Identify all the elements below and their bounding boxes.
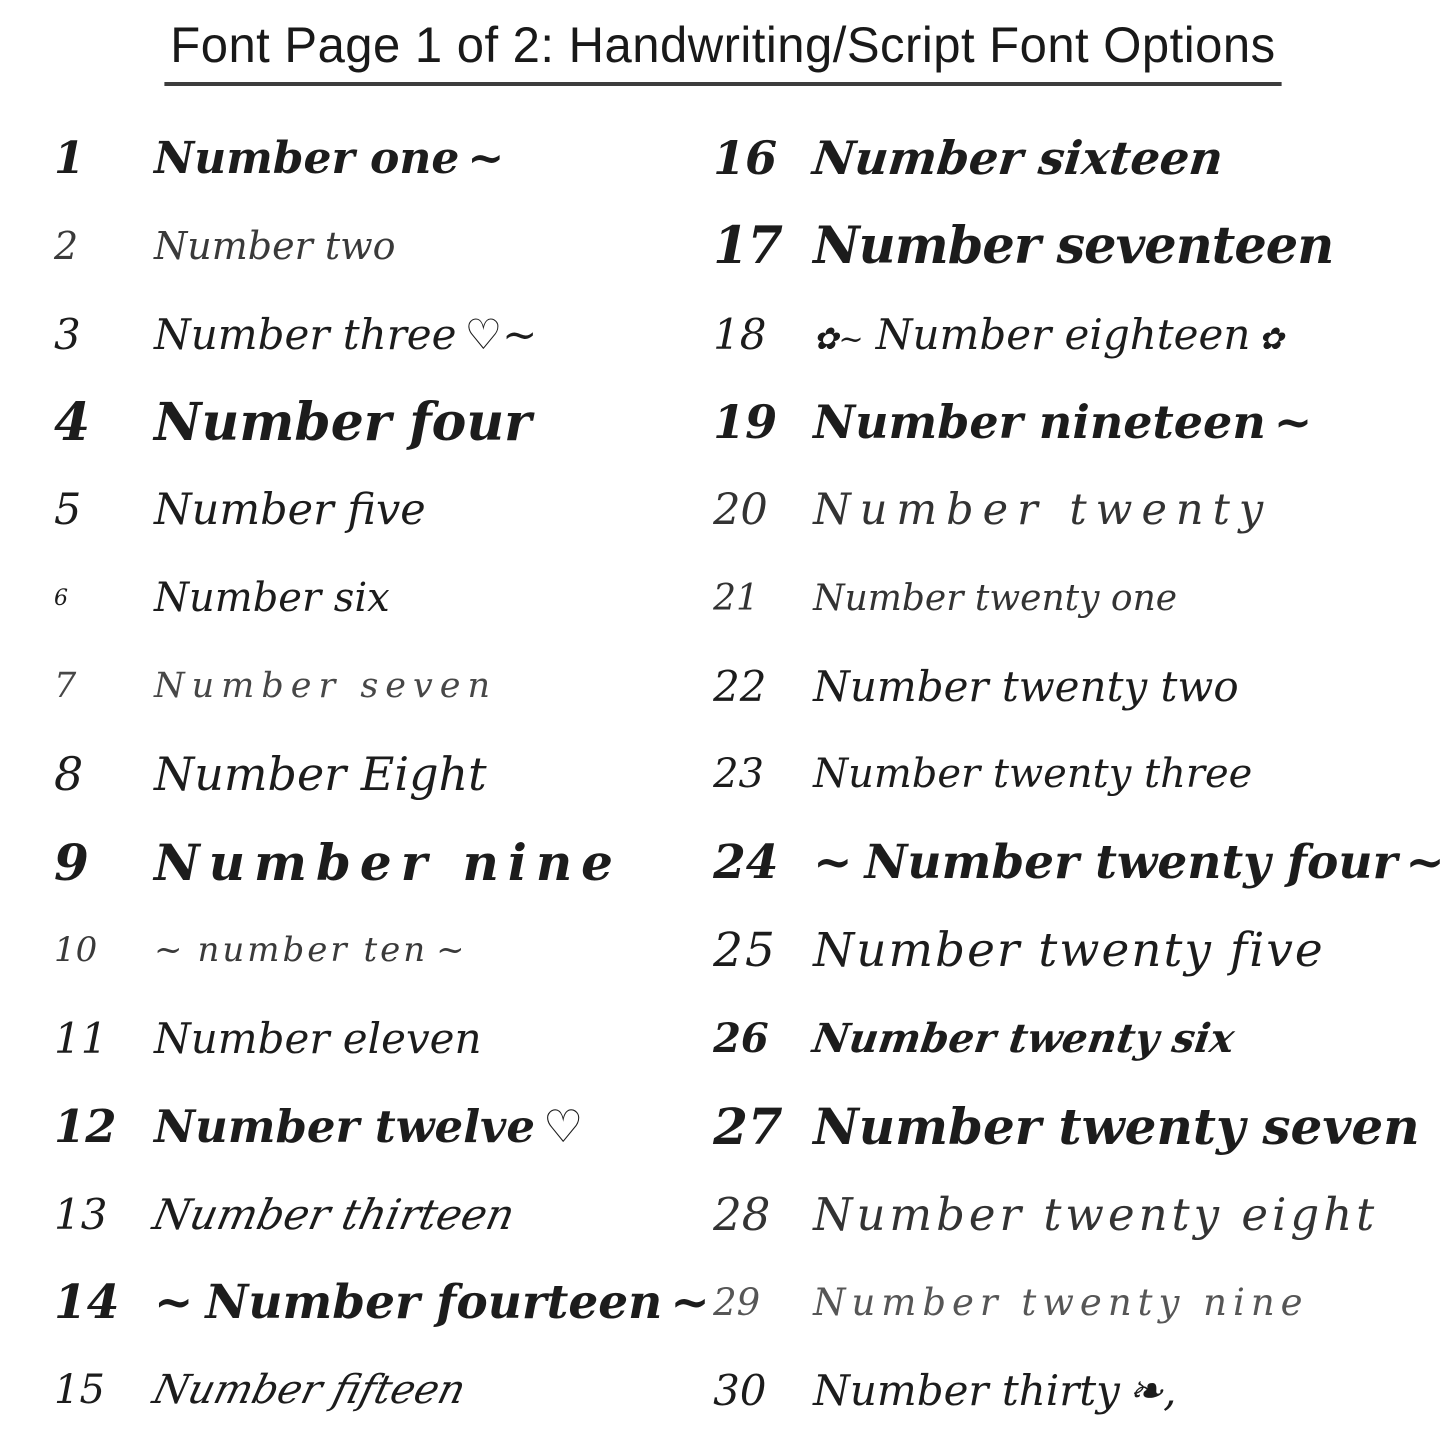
font-sample-label: Number twenty nine [813,1280,1309,1324]
font-sample-label: Number eleven [154,1013,482,1063]
font-sample-row [687,642,1431,730]
font-options-list [0,108,1445,1434]
font-sample-label: Number sixteen [810,131,1226,185]
font-sample-row [14,906,687,994]
font-sample-text [813,923,1325,978]
font-sample-label: Number twenty seven [813,1096,1420,1156]
font-number: 27 [713,1096,783,1156]
font-number: 7 [54,666,77,706]
font-sample-label: Number eighteen [875,309,1251,359]
font-number: 20 [713,485,768,535]
swirl-flourish: ~ [154,1274,194,1330]
font-sample-label: Number twelve [154,1099,535,1153]
font-sample-text [810,131,1226,185]
font-number: 21 [713,577,759,619]
heart-flourish-icon: ♡~ [464,309,538,359]
font-number: 26 [713,1014,769,1062]
font-number: 13 [54,1189,108,1239]
font-sample-text [154,392,532,453]
font-number: 28 [713,1187,771,1241]
font-sample-text [813,1188,1378,1241]
font-sample-label: Number twenty three [813,751,1253,797]
font-sample-text [149,1190,519,1239]
font-sample-row [14,1258,710,1346]
font-number: 1 [54,132,85,184]
font-number: 4 [54,391,91,453]
font-sample-label: Number two [154,224,396,268]
font-sample-row [14,554,687,642]
butterfly-ornament-icon: ✿ [1258,321,1284,357]
font-sample-label: Number one [154,132,460,184]
font-sample-row [687,1082,1431,1170]
font-sample-label: Number five [154,485,426,535]
font-sample-row [687,290,1431,378]
font-sample-text [813,310,1284,359]
font-sample-row [687,1258,1431,1346]
font-number: 10 [54,930,98,970]
swash-tail-flourish: ~ [1405,834,1445,890]
font-number: 5 [54,485,82,535]
font-sample-label: Number thirteen [148,1189,520,1239]
font-sample-row [14,290,687,378]
font-number: 12 [54,1099,117,1153]
right-column [687,114,1445,1434]
font-sample-text [154,485,426,535]
font-number: 17 [713,216,783,276]
font-sample-text [154,224,396,268]
font-sample-label: Number fourteen [205,1274,663,1330]
font-sample-text [154,310,537,359]
font-sample-label: Number nine [154,832,622,892]
font-sample-row [14,642,687,730]
font-sample-text [154,666,497,706]
font-sample-text [154,833,622,892]
font-sample-row [14,466,687,554]
font-sample-label: Number twenty four [864,834,1398,890]
font-sample-label: Number three [154,309,457,359]
font-sample-row [687,994,1431,1082]
font-sample-label: Number twenty [813,485,1273,535]
font-number: 3 [54,309,81,359]
swash-tail-flourish: ~ [1273,395,1313,449]
left-column [14,114,710,1434]
page-title: Font Page 1 of 2: Handwriting/Script Font Options [164,16,1281,86]
swirl-flourish: ~ [670,1274,710,1330]
font-sample-text [154,1014,482,1063]
font-number: 8 [54,747,84,801]
font-sample-text [813,485,1272,535]
font-sample-label: Number fifteen [148,1367,471,1413]
font-number: 18 [713,309,767,359]
font-sample-text [813,216,1333,276]
swash-flourish: ~ [436,930,468,970]
font-sample-label: Number seventeen [813,216,1334,276]
font-number: 23 [713,751,764,797]
font-sample-text [154,575,390,621]
font-sample-row [14,730,687,818]
font-sample-text [154,747,487,801]
font-sample-label: Number twenty five [813,922,1325,978]
font-sample-label: Number Eight [154,747,487,801]
font-sample-row [14,1170,687,1258]
page-header [0,0,1445,108]
font-number: 11 [54,1013,108,1063]
font-number: 16 [713,131,778,185]
font-sample-row [687,1346,1431,1434]
font-sample-label: Number twenty one [813,577,1178,619]
font-sample-label: number ten [197,930,429,970]
font-sample-row [687,378,1431,466]
font-sample-text [813,395,1312,449]
font-sample-text [154,1100,583,1153]
font-number: 9 [54,832,89,892]
font-sample-row [687,114,1431,202]
font-number: 24 [713,834,779,890]
heart-flourish-icon: ♡ [542,1099,584,1153]
font-sample-text [154,930,468,970]
font-sample-row [687,818,1445,906]
font-sample-row [687,202,1431,290]
font-number: 15 [54,1367,105,1413]
font-sample-text [810,1015,1238,1062]
font-sample-text [813,751,1252,797]
font-sample-label: Number six [154,575,390,621]
font-sample-row [14,378,687,466]
font-sample-label: Number thirty [813,1365,1120,1415]
font-sample-label: Number four [154,391,532,453]
font-sample-row [687,906,1431,994]
font-number: 29 [713,1280,761,1324]
butterfly-ornament-icon: ✿~ [813,321,864,357]
font-number: 6 [54,585,68,611]
font-number: 30 [713,1365,767,1415]
font-sample-text [148,1367,470,1413]
font-sample-label: Number twenty six [809,1014,1238,1062]
swash-tail-flourish: ~ [813,834,853,890]
font-sample-label: Number nineteen [813,395,1266,449]
font-sample-text [813,1366,1176,1415]
font-number: 22 [713,661,767,711]
font-number: 14 [54,1274,120,1330]
font-sample-row [14,994,687,1082]
font-number: 25 [713,922,777,978]
swash-tail-flourish: ~ [467,132,505,184]
font-number: 2 [54,224,79,268]
font-sample-row [14,202,687,290]
font-sample-row [14,1346,687,1434]
font-sample-text [154,1275,710,1330]
font-sample-text [813,1281,1309,1324]
font-sample-row [14,818,687,906]
font-sample-label: Number seven [154,666,498,706]
font-sample-label: Number twenty eight [813,1187,1379,1241]
font-sample-row [687,466,1431,554]
font-sample-text [813,1097,1420,1156]
font-number: 19 [713,395,778,449]
font-sample-label: Number twenty two [813,661,1239,711]
font-sample-row [687,554,1431,642]
font-sample-row [687,730,1431,818]
font-sample-row [14,114,687,202]
font-sample-text [813,578,1177,619]
font-sample-text [813,835,1445,890]
font-sample-text [813,662,1239,711]
font-sample-text [154,133,504,184]
font-sample-row [14,1082,687,1170]
vine-flourish-icon: ❧, [1127,1365,1177,1415]
swash-flourish: ~ [154,930,186,970]
font-sample-row [687,1170,1431,1258]
